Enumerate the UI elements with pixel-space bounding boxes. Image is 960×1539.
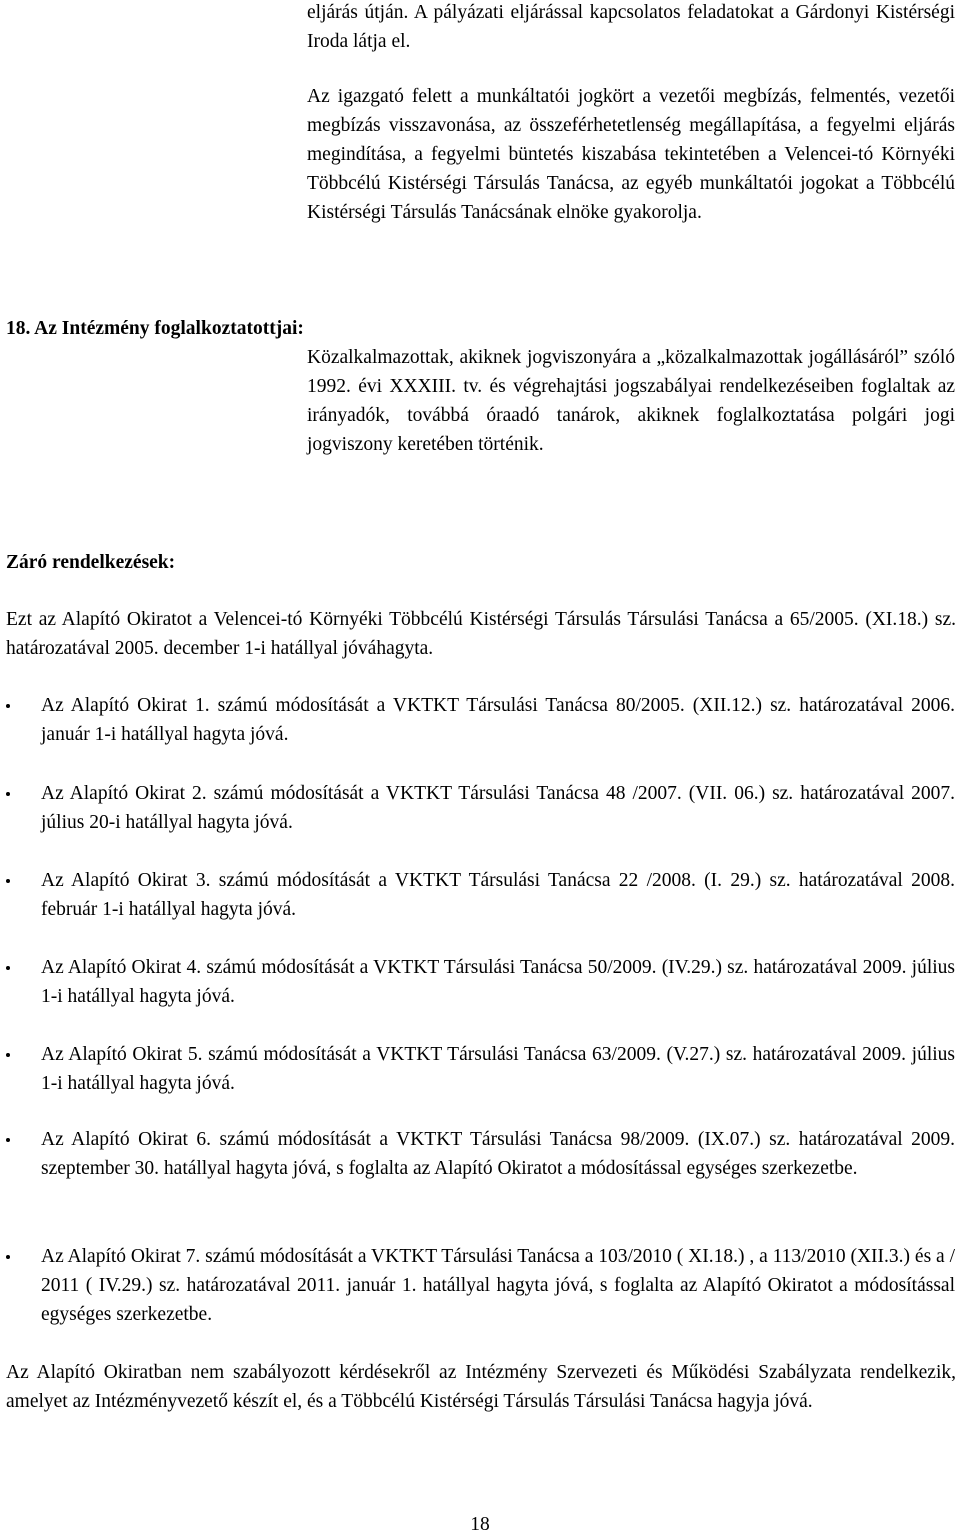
director-employer-paragraph: Az igazgató felett a munkáltatói jogkört a vezetői megbízás, felmentés, vezetői megbízás visszavonása, az összeférhetetlenség megállapítása, a fegyelmi eljárás megindítása, a fegyelmi büntetés kiszabása tekintetében a Velencei-tó Környéki Többcélú Kistérségi Társulás Tanácsa, az egyéb munkáltatói jogokat a Többcélú Kistérségi Társulás Tanácsának elnöke gyakorolja. — [307, 86, 955, 223]
bullet-icon — [6, 704, 10, 708]
section-18-paragraph: Közalkalmazottak, akiknek jogviszonyára a „közalkalmazottak jogállásáról” szóló 1992. évi XXXIII. tv. és végrehajtási jogszabályai rendelkezéseiben foglaltak az irányadók, továbbá óraadó tanárok, akiknek foglalkoztatása polgári jogi jogviszony keretében történik. — [307, 347, 955, 455]
bullet-icon — [6, 1138, 10, 1142]
amendment-text: Az Alapító Okirat 7. számú módosítását a VKTKT Társulási Tanácsa a 103/2010 ( XI.18.) , a 113/2010 (XII.3.) és a / 2011 ( IV.29.) sz. határozatával 2011. január 1. hatállyal hagyta jóvá, s foglalta az Alapító Okiratot a módosítással egységes szerkezetbe. — [41, 1246, 955, 1325]
page-number: 18 — [470, 1514, 490, 1535]
amendment-text: Az Alapító Okirat 6. számú módosítását a VKTKT Társulási Tanácsa 98/2009. (IX.07.) sz. határozatával 2009. szeptember 30. hatállyal hagyta jóvá, s foglalta az Alapító Okiratot a módosítással egységes szerkezetbe. — [41, 1129, 955, 1179]
continuation-paragraph: eljárás útján. A pályázati eljárással kapcsolatos feladatokat a Gárdonyi Kistérségi Iroda látja el. — [307, 2, 955, 52]
bullet-icon — [6, 1053, 10, 1057]
bullet-icon — [6, 1255, 10, 1259]
bullet-icon — [6, 792, 10, 796]
amendment-text: Az Alapító Okirat 5. számú módosítását a VKTKT Társulási Tanácsa 63/2009. (V.27.) sz. határozatával 2009. július 1-i hatállyal hagyta jóvá. — [41, 1044, 955, 1094]
amendment-text: Az Alapító Okirat 1. számú módosítását a VKTKT Társulási Tanácsa 80/2005. (XII.12.) sz. határozatával 2006. január 1-i hatállyal hagyta jóvá. — [41, 695, 955, 745]
amendment-text: Az Alapító Okirat 3. számú módosítását a VKTKT Társulási Tanácsa 22 /2008. (I. 29.) sz. határozatával 2008. február 1-i hatállyal hagyta jóvá. — [41, 870, 955, 920]
section-18-heading: 18. Az Intézmény foglalkoztatottjai: — [6, 318, 304, 339]
closing-intro-paragraph: Ezt az Alapító Okiratot a Velencei-tó Környéki Többcélú Kistérségi Társulás Társulási Tanácsa a 65/2005. (XI.18.) sz. határozatával 2005. december 1-i hatállyal jóváhagyta. — [6, 609, 956, 659]
bullet-icon — [6, 966, 10, 970]
amendment-text: Az Alapító Okirat 4. számú módosítását a VKTKT Társulási Tanácsa 50/2009. (IV.29.) sz. határozatával 2009. július 1-i hatállyal hagyta jóvá. — [41, 957, 955, 1007]
closing-provisions-heading: Záró rendelkezések: — [6, 552, 176, 573]
final-provision-paragraph: Az Alapító Okiratban nem szabályozott kérdésekről az Intézmény Szervezeti és Működési Szabályzata rendelkezik, amelyet az Intézményvezető készít el, és a Többcélú Kistérségi Társulás Társulási Tanácsa hagyja jóvá. — [6, 1362, 956, 1412]
bullet-icon — [6, 879, 10, 883]
amendment-text: Az Alapító Okirat 2. számú módosítását a VKTKT Társulási Tanácsa 48 /2007. (VII. 06.) sz. határozatával 2007. július 20-i hatállyal hagyta jóvá. — [41, 783, 955, 833]
